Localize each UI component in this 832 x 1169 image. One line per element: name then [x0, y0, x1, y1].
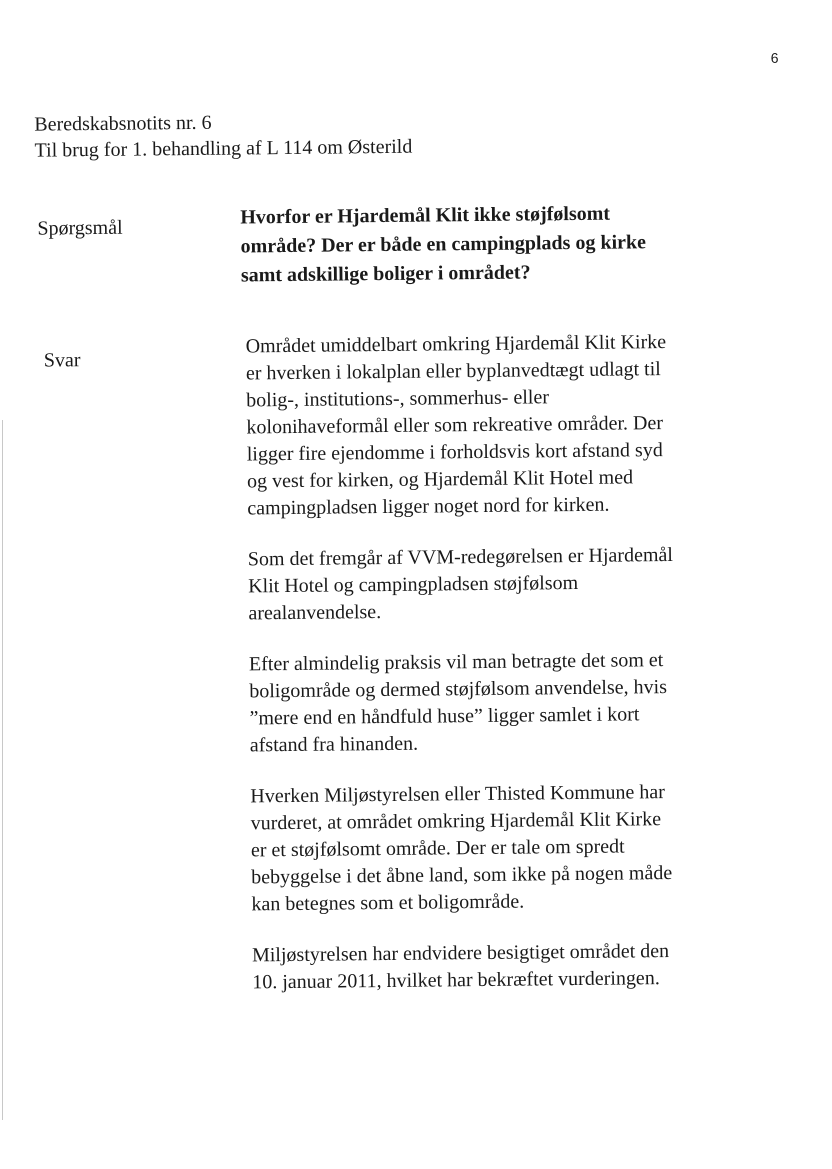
answer-paragraph: [249, 646, 750, 759]
answer-line: kolonihaveformål eller som rekreative områder. Der: [246, 412, 664, 439]
answer-line: er hverken i lokalplan eller byplanvedtægt udlagt til: [245, 358, 661, 385]
question-line: samt adskillige boliger i området?: [240, 261, 531, 287]
answer-line: campingpladsen ligger noget nord for kirken.: [247, 493, 610, 520]
header-line-2: Til brug for 1. behandling af L 114 om Østerild: [34, 135, 413, 162]
answer-text: [246, 328, 753, 1020]
answer-line: arealanvendelse.: [248, 601, 382, 625]
question-line: område? Der er både en campingplads og kirke: [240, 231, 647, 258]
answer-label: Svar: [43, 349, 81, 372]
answer-line: Efter almindelig praksis vil man betragte det som et: [248, 649, 664, 676]
answer-line: ”mere end en håndfuld huse” ligger samlet i kort: [249, 703, 640, 730]
answer-paragraph: [246, 328, 748, 522]
answer-line: og vest for kirken, og Hjardemål Klit Hotel med: [246, 466, 634, 493]
answer-line: ligger fire ejendomme i forholdsvis kort afstand syd: [246, 439, 663, 466]
answer-line: vurderet, at området omkring Hjardemål Klit Kirke: [250, 808, 662, 835]
answer-line: afstand fra hinanden.: [249, 732, 419, 757]
answer-paragraph: [250, 778, 751, 918]
question-line: Hvorfor er Hjardemål Klit ikke støjfølsomt: [240, 202, 611, 229]
header-line-1: Beredskabsnotits nr. 6: [34, 111, 212, 136]
document-header: [34, 108, 412, 164]
answer-paragraph: [252, 937, 753, 996]
answer-line: boligområde og dermed støjfølsom anvendelse, hvis: [249, 676, 668, 703]
answer-line: Som det fremgår af VVM-redegørelsen er Hjardemål: [247, 543, 673, 571]
answer-line: Området umiddelbart omkring Hjardemål Klit Kirke: [245, 331, 667, 358]
question-label: Spørgsmål: [37, 216, 123, 240]
answer-paragraph: [248, 541, 749, 627]
answer-line: er et støjfølsomt område. Der er tale om spredt: [250, 835, 625, 862]
scan-edge-line: [2, 420, 3, 1120]
answer-line: Hverken Miljøstyrelsen eller Thisted Kommune har: [250, 781, 665, 808]
answer-line: bolig-, institutions-, sommerhus- eller: [246, 386, 550, 412]
question-text: [240, 198, 741, 290]
answer-line: kan betegnes som et boligområde.: [251, 890, 525, 916]
answer-line: bebyggelse i det åbne land, som ikke på nogen måde: [251, 862, 673, 889]
answer-line: 10. januar 2011, hvilket har bekræftet vurderingen.: [252, 967, 660, 994]
answer-line: Klit Hotel og campingpladsen støjfølsom: [248, 571, 579, 598]
page-number: 6: [770, 49, 779, 66]
answer-line: Miljøstyrelsen har endvidere besigtiget området den: [251, 940, 670, 967]
